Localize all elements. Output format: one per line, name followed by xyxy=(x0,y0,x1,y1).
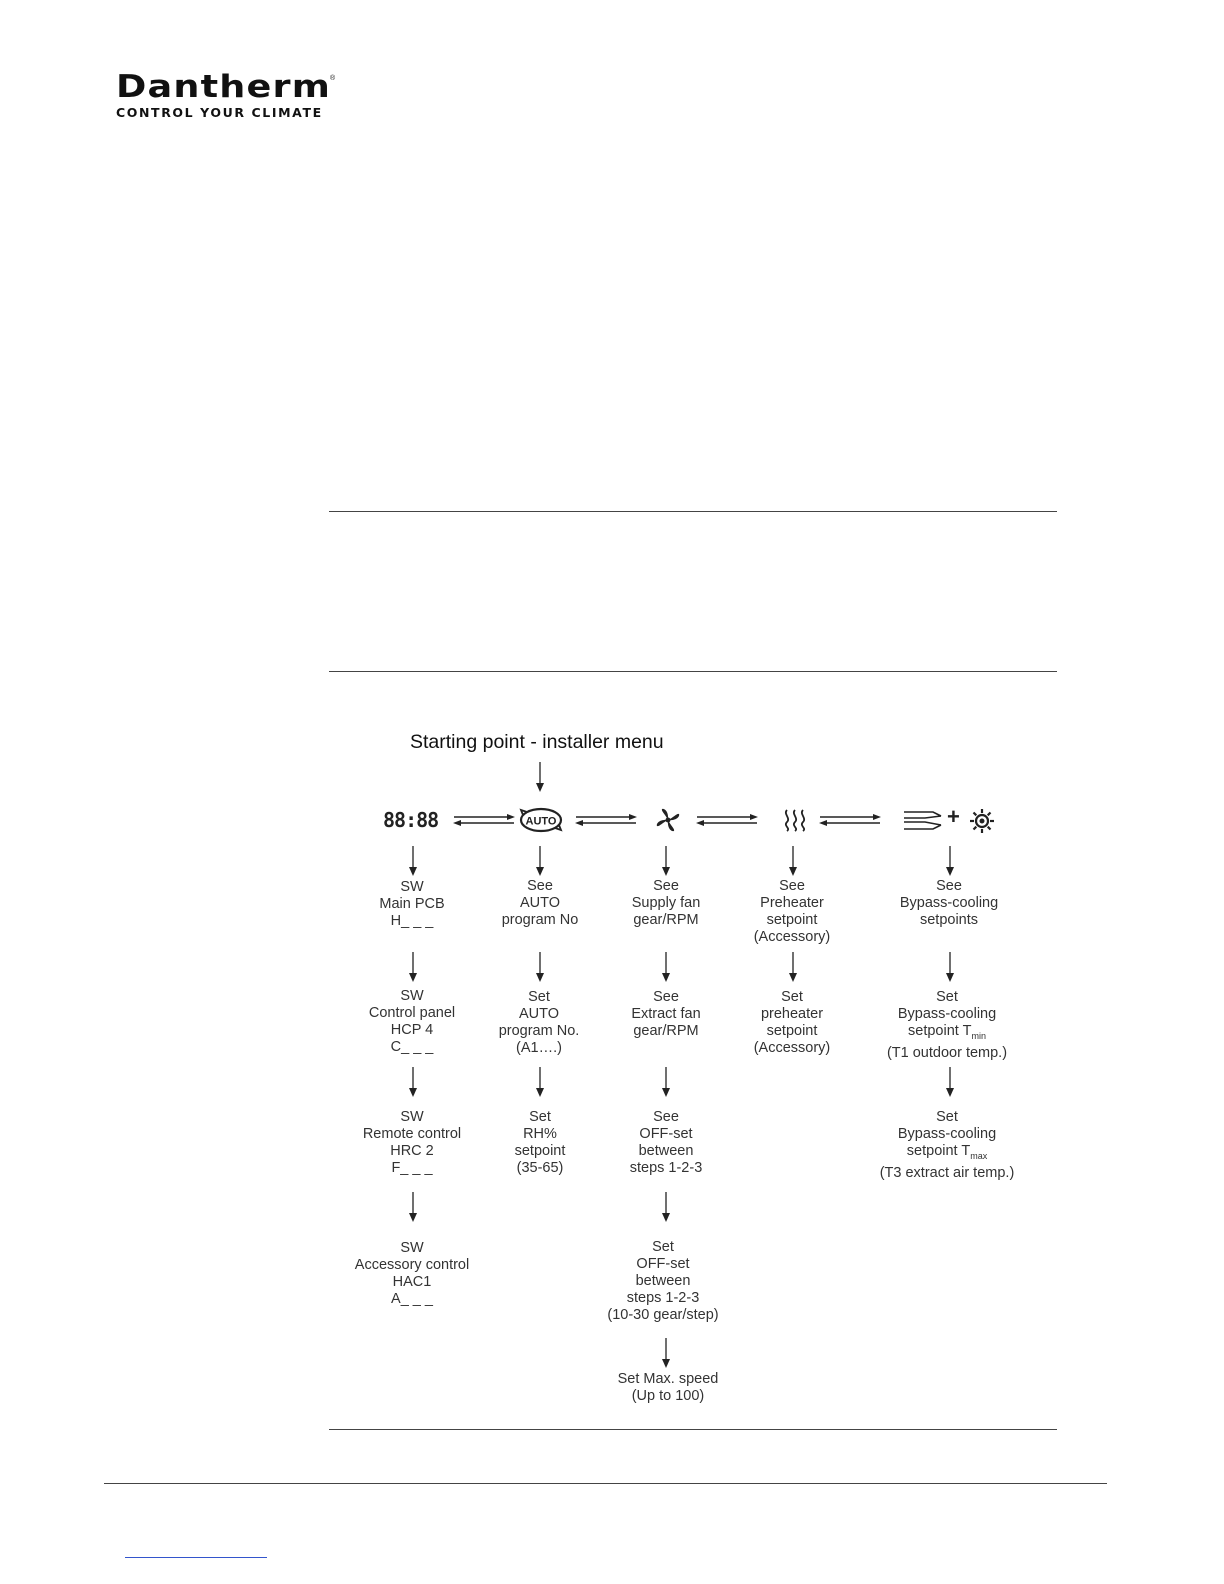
node-set-bypass-tmax xyxy=(880,1109,1015,1182)
node-line: OFF-set xyxy=(636,1256,690,1272)
node-line: HCP 4 xyxy=(390,1022,434,1038)
arrow-pair-heater-bypass xyxy=(818,813,882,827)
arrow-col3-4 xyxy=(661,1192,671,1222)
arrow-col1-4 xyxy=(408,1192,418,1222)
node-sw-remote-control xyxy=(363,1109,461,1177)
arrow-col1-1 xyxy=(408,846,418,876)
node-line: (T1 outdoor temp.) xyxy=(886,1044,1008,1061)
node-set-offset xyxy=(607,1239,718,1324)
node-see-supply-fan xyxy=(632,878,701,929)
node-line: between xyxy=(638,1143,694,1159)
node-line: F_ _ _ xyxy=(391,1160,433,1176)
node-set-rh-setpoint xyxy=(515,1109,566,1177)
node-line: Set xyxy=(781,989,803,1005)
node-line: C_ _ _ xyxy=(390,1039,434,1055)
node-line: (10-30 gear/step) xyxy=(607,1307,719,1323)
arrow-col2-2 xyxy=(535,952,545,982)
node-line: Set xyxy=(529,1109,551,1125)
brand-name: Dantherm xyxy=(116,69,332,105)
node-line: Supply fan xyxy=(631,895,701,911)
registered-mark: ® xyxy=(330,75,336,82)
node-line: Bypass-cooling xyxy=(897,1006,997,1022)
node-line: (35-65) xyxy=(516,1160,564,1176)
setpoint-prefix: setpoint T xyxy=(906,1143,971,1159)
diagram-title: Starting point - installer menu xyxy=(410,731,664,753)
arrow-col3-3 xyxy=(661,1067,671,1097)
setpoint-subscript: max xyxy=(970,1150,988,1161)
node-line: Set xyxy=(652,1239,674,1255)
footer-link-underline[interactable] xyxy=(125,1557,267,1558)
node-line: (A1….) xyxy=(516,1040,562,1056)
node-see-preheater xyxy=(754,878,831,946)
node-line-setpoint xyxy=(880,1143,1015,1165)
node-see-offset xyxy=(630,1109,703,1177)
node-line: A_ _ _ xyxy=(391,1291,433,1307)
node-line: H_ _ _ xyxy=(390,913,434,929)
brand-tagline: CONTROL YOUR CLIMATE xyxy=(116,105,323,120)
arrow-col3-5 xyxy=(661,1338,671,1368)
node-line: setpoint xyxy=(514,1143,566,1159)
node-line: See xyxy=(779,878,805,894)
arrow-col2-1 xyxy=(535,846,545,876)
node-line: Remote control xyxy=(362,1126,462,1142)
node-sw-control-panel xyxy=(369,988,455,1056)
arrow-pair-clock-auto xyxy=(452,813,516,827)
node-line: Bypass-cooling xyxy=(899,895,999,911)
node-line: AUTO xyxy=(519,895,561,911)
node-line: between xyxy=(635,1273,691,1289)
dantherm-logo xyxy=(116,69,336,120)
node-line: RH% xyxy=(523,1126,557,1142)
node-line: SW xyxy=(400,1240,424,1256)
node-line: Preheater xyxy=(760,895,824,911)
node-line: HAC1 xyxy=(392,1274,432,1290)
heat-waves-icon xyxy=(782,808,808,832)
node-sw-accessory-control xyxy=(355,1240,469,1308)
fan-icon xyxy=(655,807,681,833)
node-line: Set xyxy=(936,1109,958,1125)
node-set-bypass-tmin xyxy=(887,989,1007,1062)
node-line: SW xyxy=(400,988,424,1004)
node-line: gear/RPM xyxy=(633,912,699,928)
node-line: See xyxy=(936,878,962,894)
node-sw-main-pcb xyxy=(379,879,444,930)
page-footer-rule xyxy=(104,1483,1107,1484)
node-see-bypass-cooling xyxy=(900,878,998,929)
arrow-col5-3 xyxy=(945,1067,955,1097)
node-line: Control panel xyxy=(368,1005,456,1021)
node-see-auto-program xyxy=(502,878,579,929)
node-line: SW xyxy=(400,1109,424,1125)
arrow-col5-1 xyxy=(945,846,955,876)
node-line: Accessory control xyxy=(354,1257,470,1273)
auto-mode-icon xyxy=(518,806,564,834)
node-line: (T3 extract air temp.) xyxy=(879,1164,1015,1181)
node-line: setpoints xyxy=(919,912,979,928)
node-line: setpoint xyxy=(766,912,818,928)
node-line: OFF-set xyxy=(639,1126,693,1142)
node-line: SW xyxy=(400,879,424,895)
node-line: preheater xyxy=(760,1006,824,1022)
node-line: Bypass-cooling xyxy=(897,1126,997,1142)
arrow-title-to-auto xyxy=(535,762,545,792)
node-line: setpoint xyxy=(766,1023,818,1039)
node-line: See xyxy=(527,878,553,894)
node-line: gear/RPM xyxy=(633,1023,699,1039)
arrow-col5-2 xyxy=(945,952,955,982)
node-line: HRC 2 xyxy=(390,1143,434,1159)
node-line: (Accessory) xyxy=(753,1040,831,1056)
node-see-extract-fan xyxy=(631,989,700,1040)
node-line: (Up to 100) xyxy=(631,1388,705,1404)
arrow-col1-3 xyxy=(408,1067,418,1097)
node-line: Main PCB xyxy=(379,896,445,912)
node-line: Set xyxy=(936,989,958,1005)
node-line: steps 1-2-3 xyxy=(629,1160,703,1176)
arrow-pair-auto-fan xyxy=(574,813,638,827)
node-set-max-speed xyxy=(618,1371,719,1405)
arrow-col3-1 xyxy=(661,846,671,876)
node-line: Extract fan xyxy=(631,1006,701,1022)
rule-middle xyxy=(329,671,1057,672)
plus-sign: + xyxy=(947,804,960,829)
snowflake-sun-icon xyxy=(969,808,995,834)
node-line-setpoint xyxy=(887,1023,1007,1045)
setpoint-subscript: min xyxy=(971,1030,986,1041)
bypass-icon xyxy=(903,808,945,832)
auto-icon-label: AUTO xyxy=(525,815,557,828)
node-line: AUTO xyxy=(518,1006,560,1022)
node-line: steps 1-2-3 xyxy=(626,1290,700,1306)
arrow-col4-1 xyxy=(788,846,798,876)
node-line: See xyxy=(653,878,679,894)
node-set-auto-program xyxy=(499,989,580,1057)
node-line: program No. xyxy=(498,1023,580,1039)
setpoint-prefix: setpoint T xyxy=(908,1023,972,1039)
arrow-col2-3 xyxy=(535,1067,545,1097)
node-line: Set xyxy=(528,989,550,1005)
clock-display-icon: 88:88 xyxy=(383,808,439,832)
arrow-col1-2 xyxy=(408,952,418,982)
rule-top xyxy=(329,511,1057,512)
arrow-col3-2 xyxy=(661,952,671,982)
node-set-preheater xyxy=(754,989,831,1057)
node-line: (Accessory) xyxy=(753,929,831,945)
arrow-col4-2 xyxy=(788,952,798,982)
node-line: See xyxy=(653,989,679,1005)
node-line: Set Max. speed xyxy=(617,1371,719,1387)
node-line: program No xyxy=(501,912,579,928)
rule-bottom xyxy=(329,1429,1057,1430)
arrow-pair-fan-heater xyxy=(695,813,759,827)
node-line: See xyxy=(653,1109,679,1125)
